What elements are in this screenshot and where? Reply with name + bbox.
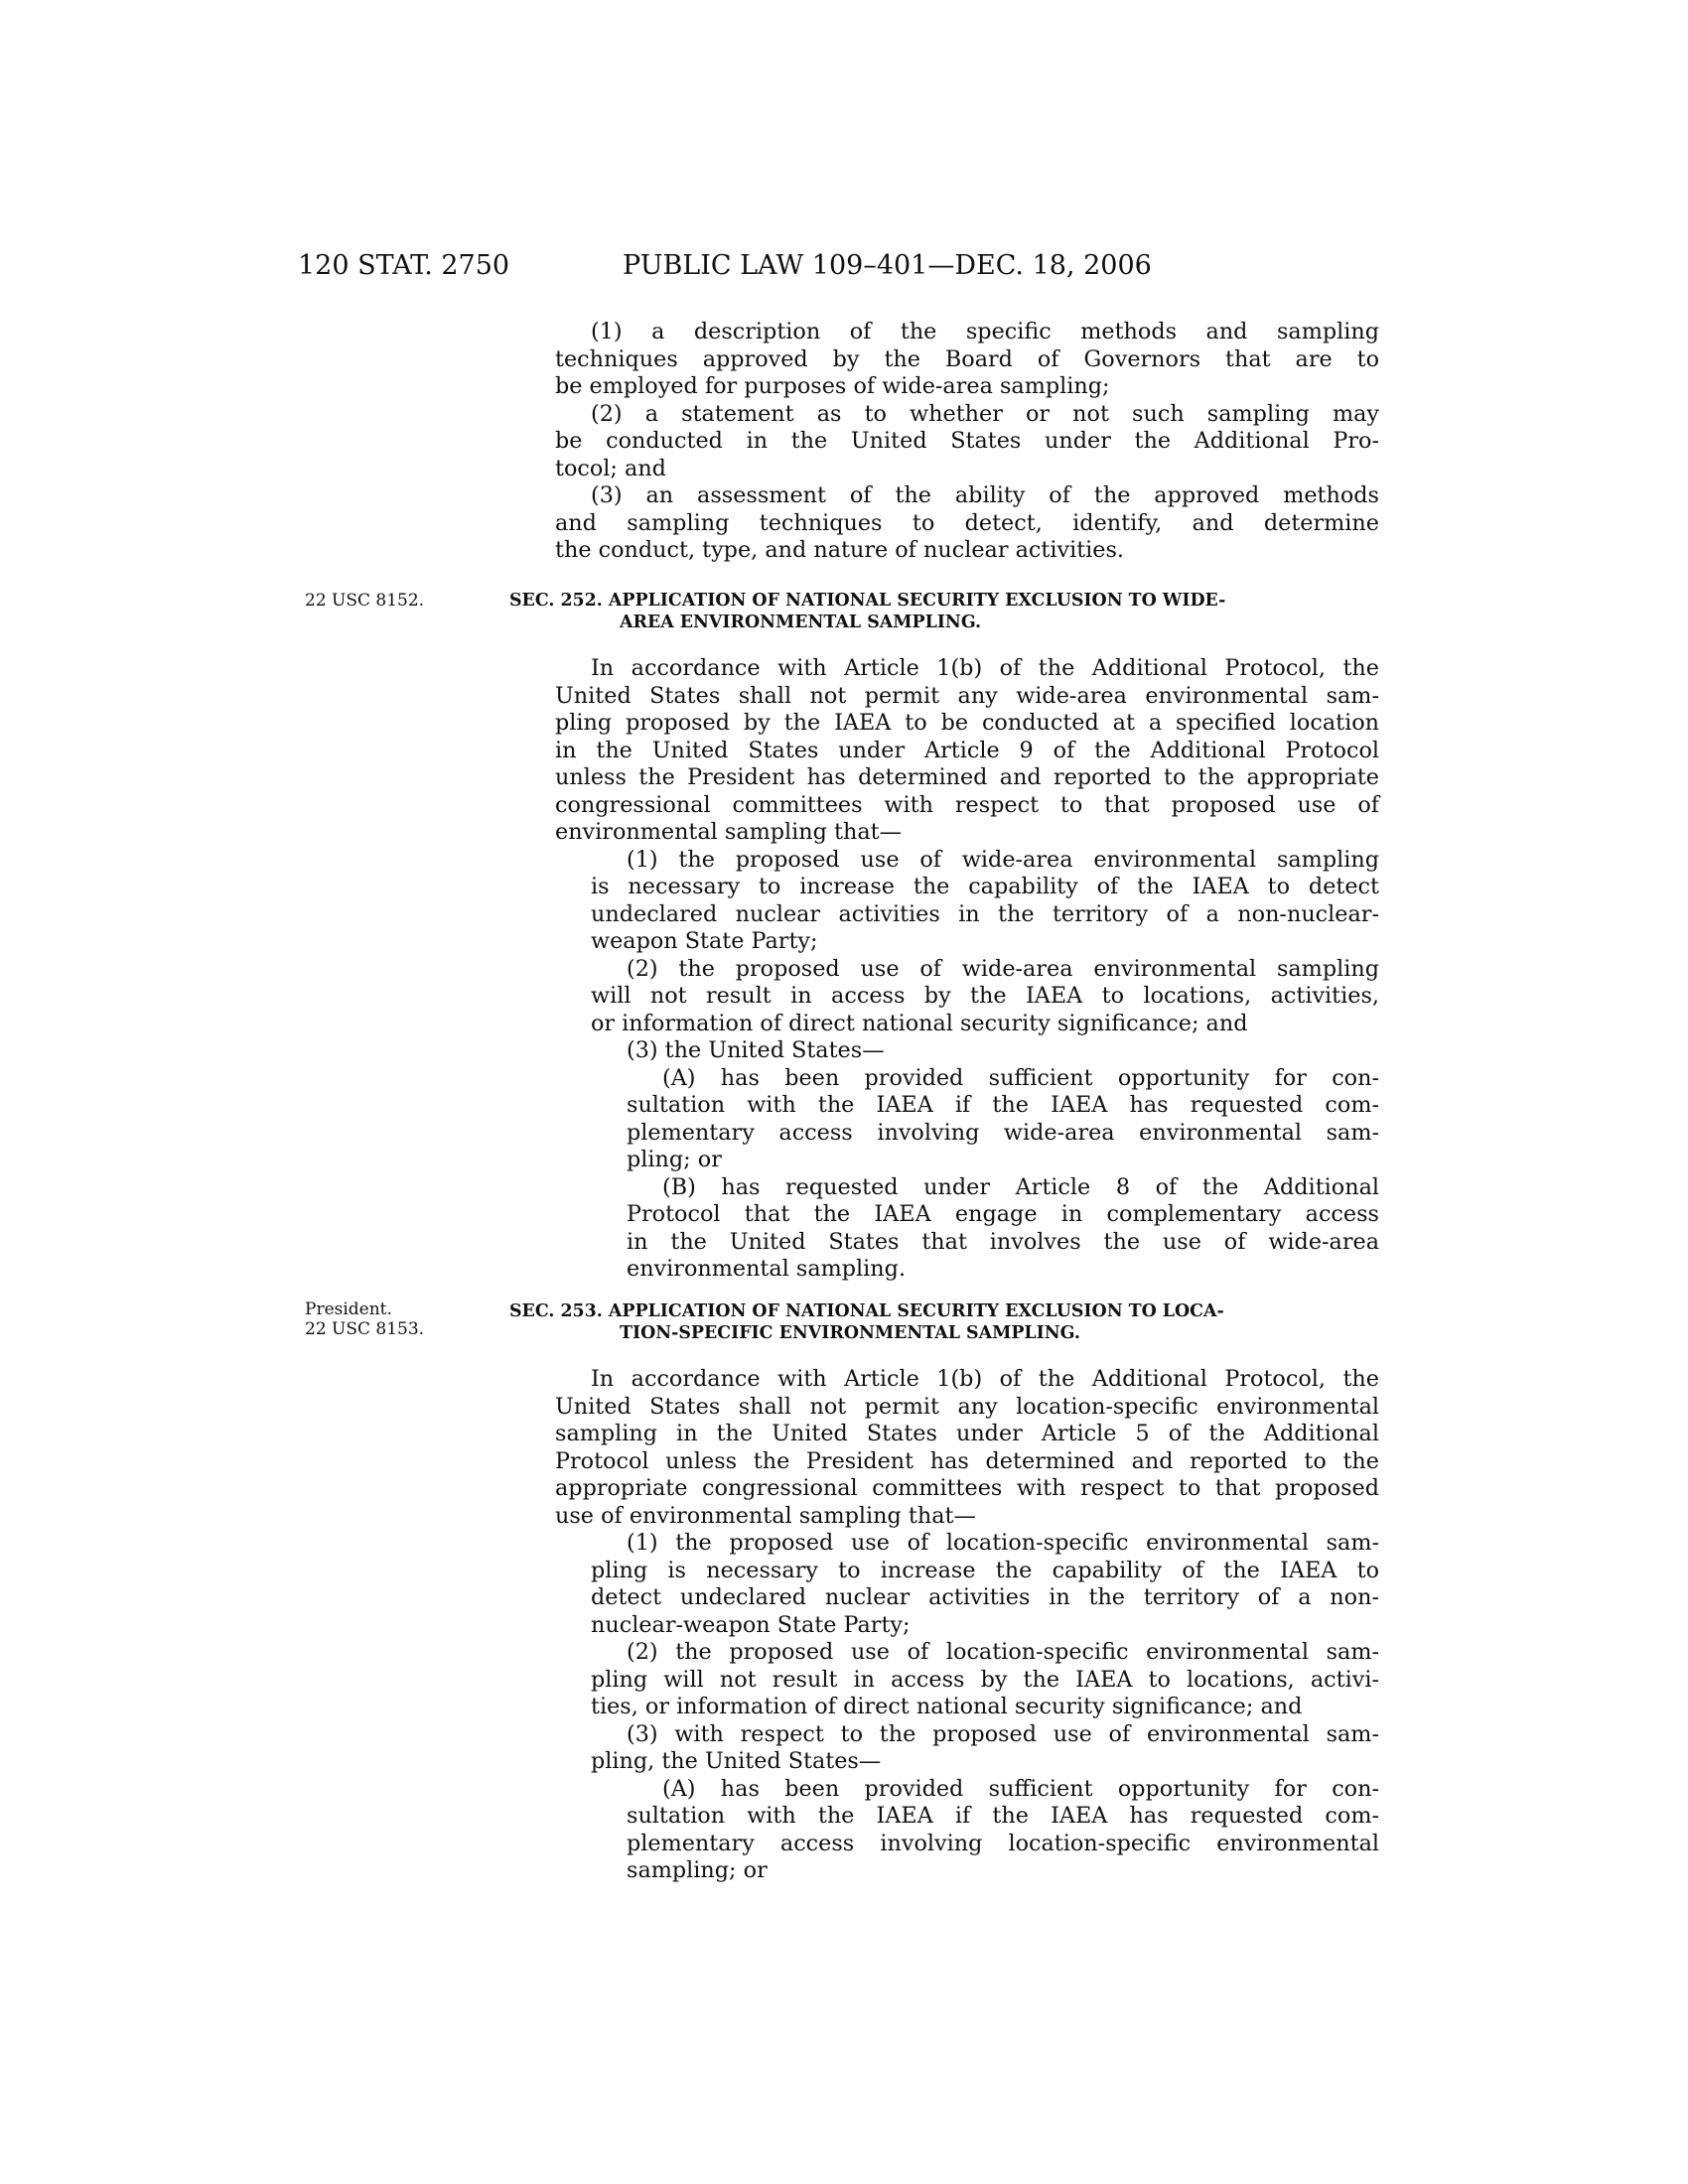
text-line: pling will not result in access by the IAEA to locations, activi- — [591, 1666, 1379, 1693]
text-line: be employed for purposes of wide-area sampling; — [555, 373, 1110, 399]
text-line: pling proposed by the IAEA to be conducted at a specified location — [555, 710, 1379, 736]
text-line: appropriate congressional committees with respect to that proposed — [555, 1475, 1379, 1501]
text-line: pling, the United States— — [591, 1748, 882, 1774]
section-heading-252-line2: AREA ENVIRONMENTAL SAMPLING. — [620, 613, 982, 632]
paragraph-block-1 — [555, 319, 1379, 565]
paragraph-block-sec252 — [555, 655, 1379, 1284]
text-line: nuclear-weapon State Party; — [591, 1611, 911, 1638]
text-line: and sampling techniques to detect, identify, and determine — [555, 509, 1379, 536]
text-line: United States shall not permit any location-specific environmental — [555, 1393, 1379, 1420]
text-line: sultation with the IAEA if the IAEA has requested com- — [627, 1092, 1379, 1118]
text-line: environmental sampling that— — [555, 819, 902, 845]
margin-note-president: President. — [305, 1299, 392, 1319]
text-line: the conduct, type, and nature of nuclear activities. — [555, 537, 1125, 563]
text-line: (2) the proposed use of location-specific environmental sam- — [627, 1639, 1379, 1665]
text-line: (3) the United States— — [627, 1037, 885, 1063]
text-line: pling; or — [627, 1147, 722, 1172]
page-header-title: PUBLIC LAW 109–401—DEC. 18, 2006 — [623, 250, 1152, 281]
text-line: sampling; or — [627, 1857, 768, 1883]
text-line: (3) an assessment of the ability of the approved methods — [591, 482, 1379, 508]
text-line: in the United States under Article 9 of the Additional Protocol — [555, 737, 1379, 763]
text-line: sultation with the IAEA if the IAEA has requested com- — [627, 1803, 1379, 1829]
text-line: weapon State Party; — [591, 928, 818, 954]
section-heading-253-line1: SEC. 253. APPLICATION OF NATIONAL SECURITY EXCLUSION TO LOCA- — [509, 1301, 1224, 1321]
margin-note-22usc8153: 22 USC 8153. — [305, 1319, 425, 1339]
text-line: be conducted in the United States under the Additional Pro- — [555, 428, 1379, 454]
text-line: (B) has requested under Article 8 of the Additional — [662, 1173, 1379, 1200]
page-header-stat: 120 STAT. 2750 — [298, 250, 510, 281]
text-line: (3) with respect to the proposed use of environmental sam- — [627, 1720, 1379, 1747]
margin-note-22usc8152: 22 USC 8152. — [305, 591, 425, 611]
text-line: (1) a description of the specific methods and sampling — [591, 319, 1379, 344]
section-heading-252-line1: SEC. 252. APPLICATION OF NATIONAL SECURITY EXCLUSION TO WIDE- — [509, 591, 1226, 611]
text-line: (1) the proposed use of location-specific environmental sam- — [627, 1530, 1379, 1556]
text-line: (A) has been provided sufficient opportunity for con- — [662, 1064, 1379, 1091]
text-line: use of environmental sampling that— — [555, 1502, 976, 1529]
text-line: (1) the proposed use of wide-area environmental sampling — [627, 846, 1379, 873]
text-line: unless the President has determined and reported to the appropriate — [555, 764, 1379, 790]
text-line: plementary access involving location-specific environmental — [627, 1830, 1379, 1856]
paragraph-block-sec253 — [555, 1366, 1379, 1885]
text-line: environmental sampling. — [627, 1256, 907, 1282]
text-line: undeclared nuclear activities in the territory of a non-nuclear- — [591, 900, 1379, 927]
text-line: detect undeclared nuclear activities in the territory of a non- — [591, 1584, 1379, 1610]
text-line: Protocol that the IAEA engage in complementary access — [627, 1201, 1379, 1227]
text-line: In accordance with Article 1(b) of the Additional Protocol, the — [591, 1366, 1379, 1392]
text-line: tocol; and — [555, 455, 666, 481]
text-line: United States shall not permit any wide-area environmental sam- — [555, 682, 1379, 709]
text-line: (2) a statement as to whether or not such sampling may — [591, 400, 1379, 427]
text-line: (A) has been provided sufficient opportunity for con- — [662, 1775, 1379, 1802]
section-heading-252 — [509, 590, 1379, 633]
text-line: Protocol unless the President has determined and reported to the — [555, 1447, 1379, 1474]
text-line: techniques approved by the Board of Governors that are to — [555, 345, 1379, 372]
text-line: In accordance with Article 1(b) of the Additional Protocol, the — [591, 655, 1379, 681]
text-line: (2) the proposed use of wide-area environmental sampling — [627, 955, 1379, 982]
text-line: is necessary to increase the capability of the IAEA to detect — [591, 874, 1379, 899]
text-line: or information of direct national security significance; and — [591, 1010, 1248, 1036]
text-line: plementary access involving wide-area environmental sam- — [627, 1119, 1379, 1146]
section-heading-253 — [509, 1300, 1379, 1344]
text-line: ties, or information of direct national security significance; and — [591, 1694, 1303, 1719]
text-line: pling is necessary to increase the capability of the IAEA to — [591, 1557, 1379, 1583]
text-line: will not result in access by the IAEA to locations, activities, — [591, 983, 1379, 1009]
text-line: congressional committees with respect to that proposed use of — [555, 791, 1379, 818]
text-line: sampling in the United States under Article 5 of the Additional — [555, 1421, 1379, 1446]
section-heading-253-line2: TION-SPECIFIC ENVIRONMENTAL SAMPLING. — [620, 1323, 1080, 1343]
text-line: in the United States that involves the use of wide-area — [627, 1228, 1379, 1255]
